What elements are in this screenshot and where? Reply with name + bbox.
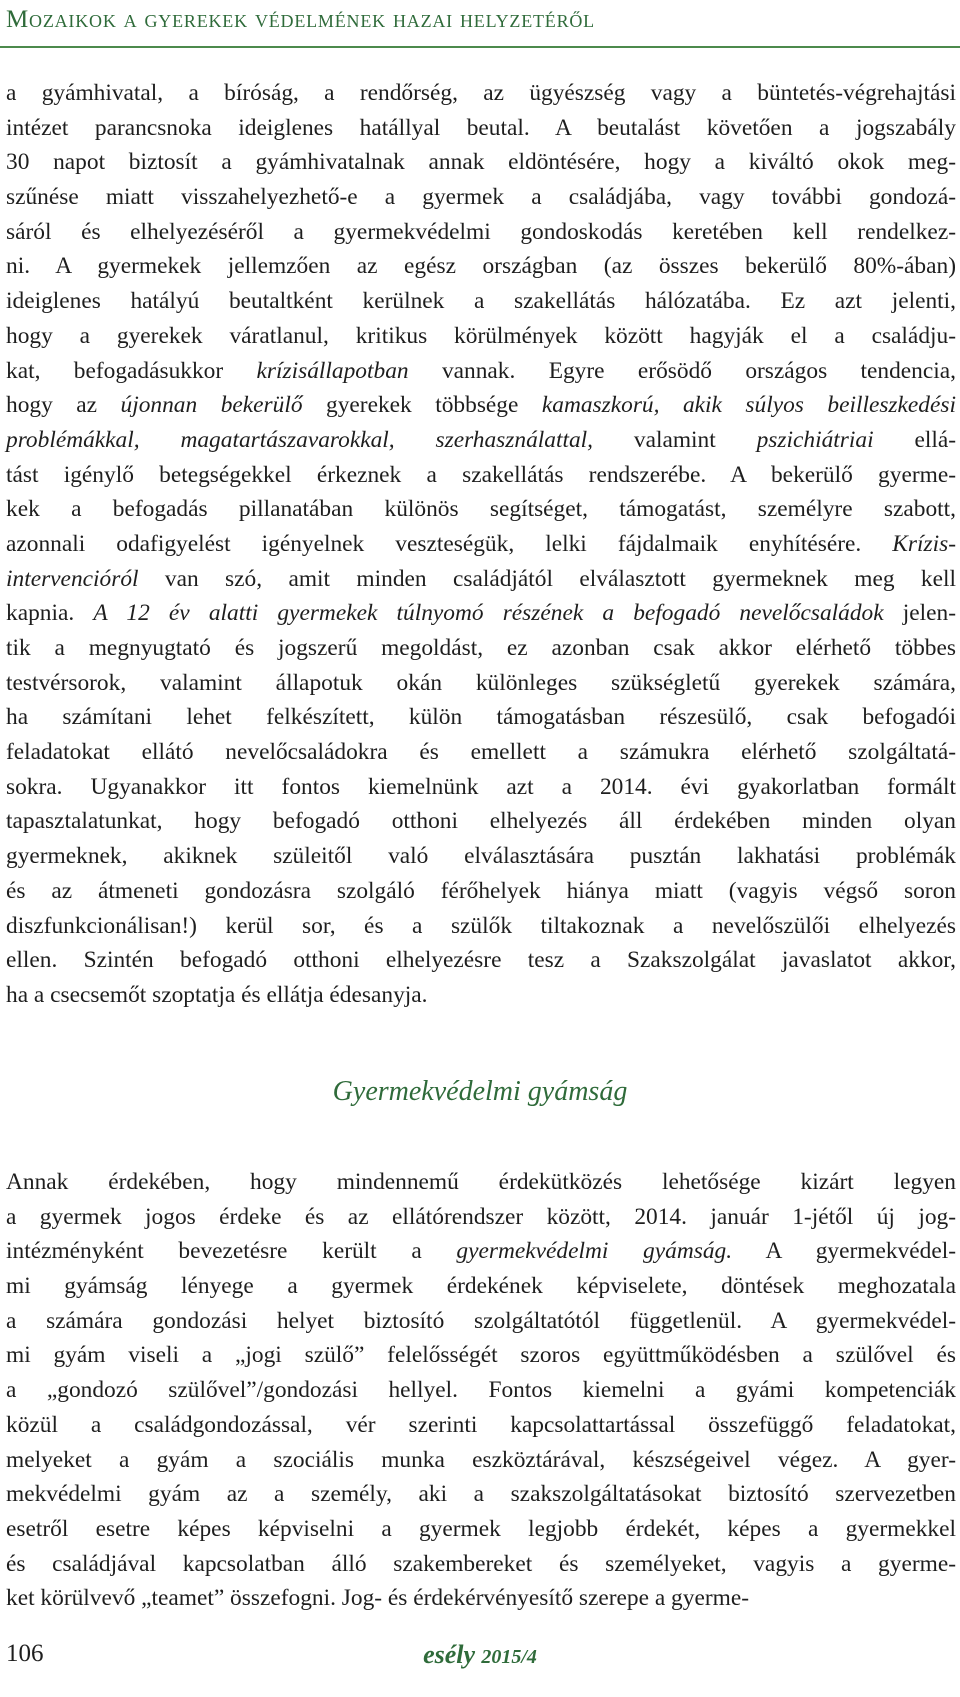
text-line <box>6 423 956 458</box>
running-header: Mozaikok a gyerekek védelmének hazai helyzetéről <box>6 6 595 33</box>
text-line <box>6 1338 956 1373</box>
emphasis-text: gyermekvédelmi gyámság. <box>456 1238 733 1265</box>
text-line <box>6 1269 956 1304</box>
text-line <box>6 804 956 839</box>
text-line <box>6 215 956 250</box>
text-run: szűnése miatt visszahelyezhető-e a gyermek a családjába, vagy további gondozá- <box>6 184 956 211</box>
text-line <box>6 284 956 319</box>
text-run: feladatokat ellátó nevelőcsaládokra és emellett a számukra elérhető szolgáltatá- <box>6 739 956 766</box>
emphasis-text: pszichiátriai <box>756 426 874 453</box>
text-run: mi gyámság lényege a gyermek érdekének képviselete, döntések meghozatala <box>6 1273 956 1300</box>
text-line <box>6 1165 956 1200</box>
text-line <box>6 1512 956 1547</box>
text-run: mekvédelmi gyám az a személy, aki a szakszolgáltatásokat biztosító szervezetben <box>6 1481 956 1508</box>
text-run: és az átmeneti gondozásra szolgáló férőhelyek hiánya miatt (vagyis végső soron <box>6 877 956 904</box>
text-run: hogy az <box>6 392 121 419</box>
text-run: közül a családgondozással, vér szerinti kapcsolattartással összefüggő feladatokat, <box>6 1411 956 1438</box>
emphasis-text: intervencióról <box>6 565 139 592</box>
emphasis-text: problémákkal, magatartászavarokkal, szerhasználattal, <box>6 426 594 453</box>
text-run: kat, befogadásukkor <box>6 357 257 384</box>
text-run: tik a megnyugtató és jogszerű megoldást, ez azonban csak akkor elérhető többes <box>6 635 956 661</box>
text-line <box>6 735 956 770</box>
text-run: sáról és elhelyezéséről a gyermekvédelmi gondoskodás keretében kell rendelkez- <box>6 218 956 245</box>
text-run: a számára gondozási helyet biztosító szolgáltatótól függetlenül. A gyermekvédel- <box>6 1307 956 1334</box>
text-line <box>6 76 956 111</box>
emphasis-text: krízisállapotban <box>256 357 409 384</box>
text-run: ellen. Szintén befogadó otthoni elhelyezésre tesz a Szakszolgálat javaslatot akkor, <box>6 947 956 974</box>
text-run: A gyermekvédel- <box>732 1238 956 1265</box>
text-line <box>6 562 956 597</box>
text-line <box>6 145 956 180</box>
text-line <box>6 770 956 805</box>
text-line <box>6 354 956 389</box>
emphasis-text: Krízis- <box>892 530 956 557</box>
text-run: valamint <box>593 426 757 453</box>
text-line <box>6 1547 956 1582</box>
section-heading: Gyermekvédelmi gyámság <box>332 1076 628 1107</box>
text-run: diszfunkcionálisan!) kerül sor, és a szülők tiltakoznak a nevelőszülői elhelyezés <box>6 912 956 939</box>
text-line <box>6 492 956 527</box>
text-run: intézet parancsnoka ideiglenes hatállyal beutal. A beutalást követően a jogszabály <box>6 114 956 141</box>
journal-name: esély <box>423 1640 476 1669</box>
journal-footer <box>0 1640 960 1670</box>
text-line <box>6 1443 956 1478</box>
text-line <box>6 943 956 978</box>
text-line <box>6 527 956 562</box>
body-paragraph-1 <box>6 76 956 1013</box>
emphasis-text: újonnan bekerülő <box>120 392 303 419</box>
text-run: kapnia. <box>6 600 94 627</box>
text-run: testvérsorok, valamint állapotuk okán különleges szükségletű gyerekek számára, <box>6 669 956 696</box>
text-run: és családjával kapcsolatban álló szakembereket és személyeket, vagyis a gyerme- <box>6 1550 956 1577</box>
text-line <box>6 319 956 354</box>
text-line <box>6 596 956 631</box>
text-line <box>6 1304 956 1339</box>
text-line <box>6 458 956 493</box>
text-run: hogy a gyerekek váratlanul, kritikus körülmények között hagyják el a családju- <box>6 322 956 349</box>
text-run: tást igénylő betegségekkel érkeznek a szakellátás rendszerébe. A bekerülő gyerme- <box>6 461 956 488</box>
body-paragraph-2 <box>6 1165 956 1616</box>
text-line <box>6 249 956 284</box>
text-run: a gyámhivatal, a bíróság, a rendőrség, az ügyészség vagy a büntetés-végrehajtási <box>6 80 956 106</box>
text-run: vannak. Egyre erősödő országos tendencia, <box>408 357 956 384</box>
text-run: kek a befogadás pillanatában különös segítséget, támogatást, személyre szabott, <box>6 496 956 523</box>
text-line <box>6 180 956 215</box>
text-run: ellá- <box>873 426 956 453</box>
text-line <box>6 666 956 701</box>
text-run: a „gondozó szülővel”/gondozási hellyel. Fontos kiemelni a gyámi kompetenciák <box>6 1377 956 1404</box>
emphasis-text: kamaszkorú, akik súlyos beilleszkedési <box>541 392 956 419</box>
text-line <box>6 631 956 666</box>
text-line <box>6 111 956 146</box>
text-line <box>6 874 956 909</box>
text-line <box>6 388 956 423</box>
text-run: ni. A gyermekek jellemzően az egész országban (az összes bekerülő 80%-ában) <box>6 253 956 280</box>
text-run: Annak érdekében, hogy mindennemű érdekütközés lehetősége kizárt legyen <box>6 1169 956 1195</box>
text-run: tapasztalatunkat, hogy befogadó otthoni elhelyezés áll érdekében minden olyan <box>6 808 956 835</box>
text-run: melyeket a gyám a szociális munka eszköztárával, készségeivel végez. A gyer- <box>6 1446 956 1473</box>
text-run: gyermeknek, akiknek szüleitől való elválasztására pusztán lakhatási problémák <box>6 843 956 870</box>
text-run: azonnali odafigyelést igényelnek veszteségük, lelki fájdalmaik enyhítésére. <box>6 530 893 557</box>
journal-issue: 2015/4 <box>481 1646 537 1668</box>
text-line <box>6 1408 956 1443</box>
text-line <box>6 700 956 735</box>
text-run: sokra. Ugyanakkor itt fontos kiemelnünk azt a 2014. évi gyakorlatban formált <box>6 773 956 800</box>
text-line <box>6 1477 956 1512</box>
text-line <box>6 1581 956 1616</box>
text-run: esetről esetre képes képviselni a gyermek legjobb érdekét, képes a gyermekkel <box>6 1515 956 1542</box>
text-line <box>6 1373 956 1408</box>
text-line <box>6 978 956 1013</box>
text-run: ha a csecsemőt szoptatja és ellátja édesanyja. <box>6 981 428 1008</box>
text-line <box>6 1200 956 1235</box>
text-run: van szó, amit minden családjától elválasztott gyermeknek meg kell <box>138 565 956 592</box>
text-line <box>6 909 956 944</box>
text-run: a gyermek jogos érdeke és az ellátórendszer között, 2014. január 1-jétől új jog- <box>6 1203 956 1230</box>
text-line <box>6 1234 956 1269</box>
emphasis-text: A 12 év alatti gyermekek túlnyomó részének a befogadó nevelőcsaládok <box>93 600 884 627</box>
text-run: ideiglenes hatályú beutaltként kerülnek a szakellátás hálózatába. Ez azt jelenti, <box>6 288 956 315</box>
text-line <box>6 839 956 874</box>
text-run: ha számítani lehet felkészített, külön támogatásban részesülő, csak befogadói <box>6 704 956 731</box>
text-run: jelen- <box>883 600 957 627</box>
text-run: 30 napot biztosít a gyámhivatalnak annak eldöntésére, hogy a kiváltó okok meg- <box>6 149 956 176</box>
page-number: 106 <box>6 1640 44 1667</box>
text-run: ket körülvevő „teamet” összefogni. Jog- és érdekérvényesítő szerepe a gyerme- <box>6 1585 749 1612</box>
text-run: mi gyám viseli a „jogi szülő” felelősségét szoros együttműködésben a szülővel és <box>6 1342 956 1369</box>
header-rule <box>0 46 960 48</box>
text-run: gyerekek többsége <box>302 392 542 419</box>
text-run: intézményként bevezetésre került a <box>6 1238 457 1265</box>
